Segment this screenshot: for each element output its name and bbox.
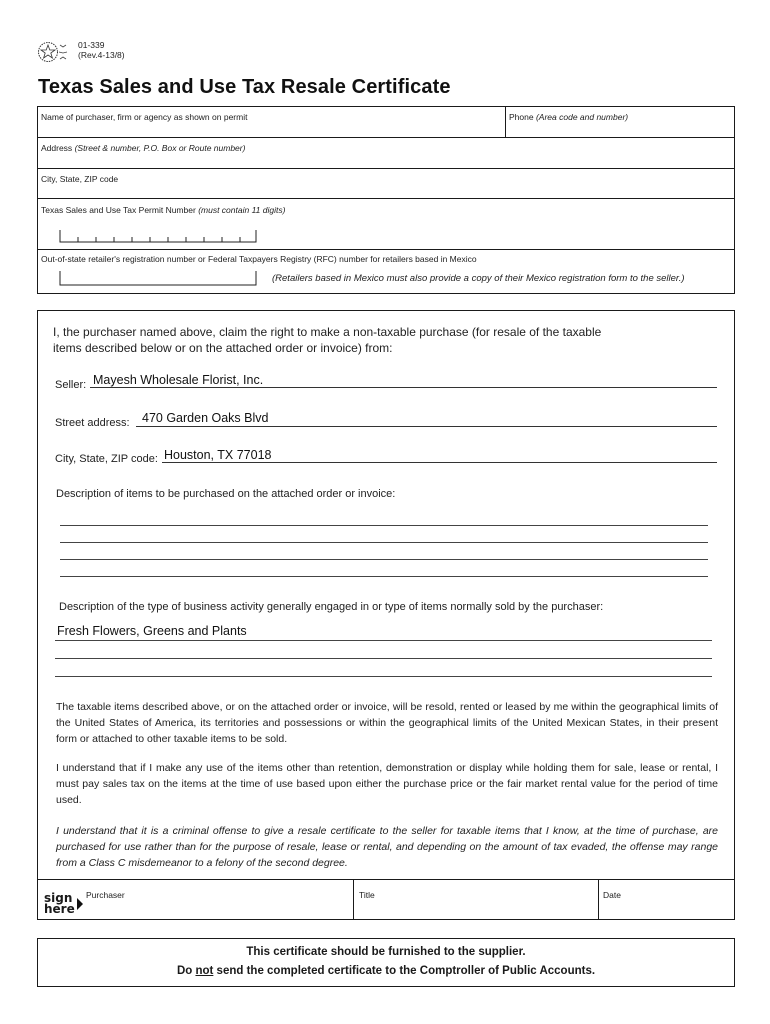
sign-here-icon: [44, 893, 84, 919]
purchaser-signature-label: Purchaser: [86, 890, 125, 900]
page-title: Texas Sales and Use Tax Resale Certificate: [38, 76, 451, 98]
mexico-registration-note: (Retailers based in Mexico must also provide a copy of their Mexico registration form to the seller.): [272, 273, 685, 284]
date-label: Date: [603, 890, 621, 900]
title-label: Title: [359, 890, 375, 900]
divider: [38, 137, 734, 138]
form-revision: (Rev.4-13/8): [78, 50, 125, 60]
permit-number-hint: (must contain 11 digits): [198, 205, 286, 215]
permit-number-label-row: [41, 205, 285, 215]
divider: [505, 107, 506, 137]
outofstate-registration-field[interactable]: [58, 270, 258, 286]
address-field[interactable]: [41, 143, 245, 153]
sign-word: sign: [44, 891, 73, 905]
divider: [38, 249, 734, 250]
permit-number-digit-boxes[interactable]: [58, 228, 258, 244]
title-field[interactable]: [359, 890, 375, 900]
seller-city-state-zip-value[interactable]: Houston, TX 77018: [164, 448, 272, 462]
phone-hint: (Area code and number): [535, 112, 629, 122]
divider: [598, 880, 599, 919]
items-description-label: Description of items to be purchased on the attached order or invoice:: [56, 488, 396, 500]
seller-label: Seller:: [55, 379, 87, 391]
seller-underline: [90, 387, 717, 388]
permit-number-label: Texas Sales and Use Tax Permit Number: [41, 205, 196, 215]
seller-city-underline: [162, 462, 717, 463]
claim-statement-line1: I, the purchaser named above, claim the right to make a non-taxable purchase (for resale of the taxable: [53, 325, 602, 339]
claim-statement-line2: items described below or on the attached order or invoice) from:: [53, 341, 393, 355]
footer-line2-end: send the completed certificate to the Comptroller of Public Accounts.: [213, 965, 596, 977]
city-state-zip-field[interactable]: [41, 174, 118, 184]
business-activity-line[interactable]: [55, 676, 712, 677]
city-state-zip-label: City, State, ZIP code: [41, 174, 119, 184]
form-number: 01-339: [78, 40, 105, 50]
footer-line1: This certificate should be furnished to the supplier.: [246, 946, 526, 958]
purchaser-signature-field[interactable]: [86, 890, 125, 900]
here-word: here: [44, 902, 75, 916]
business-activity-line[interactable]: [55, 640, 712, 641]
purchaser-name-label: Name of purchaser, firm or agency as shown on permit: [41, 112, 248, 122]
address-label: Address: [41, 143, 73, 153]
items-description-line[interactable]: [60, 559, 708, 560]
resale-statement-paragraph: The taxable items described above, or on the attached order or invoice, will be resold, rented or leased by me within the geographical limits of the United States of America, its territories and possessions or within the geographical limits of the United Mexican States, in their present form or attached to other taxable items to be sold.: [56, 701, 718, 745]
footer-not-emphasis: not: [195, 965, 214, 977]
resale-claim-box: [37, 310, 735, 880]
items-description-line[interactable]: [60, 542, 708, 543]
use-tax-statement-paragraph: I understand that if I make any use of the items other than retention, demonstration or display while holding them for sale, lease or rental, I must pay sales tax on the items at the time of use based upon either the purchase price or the fair market rental value for the period of time used.: [56, 762, 718, 806]
footer-line2-start: Do: [176, 965, 196, 977]
arrow-right-icon: [76, 897, 84, 911]
divider: [38, 198, 734, 199]
form-id-block: [78, 40, 125, 60]
business-activity-line[interactable]: [55, 658, 712, 659]
street-address-value[interactable]: 470 Garden Oaks Blvd: [142, 411, 269, 425]
outofstate-registration-label: Out-of-state retailer's registration number or Federal Taxpayers Registry (RFC) number for retailers based in Mexico: [41, 254, 477, 264]
street-address-underline: [136, 426, 717, 427]
footer-line2: [38, 965, 734, 977]
phone-field[interactable]: [509, 112, 628, 122]
sign-here-text: [44, 893, 75, 915]
seller-city-state-zip-label: City, State, ZIP code:: [55, 453, 158, 465]
signature-row: [37, 879, 735, 920]
divider: [38, 168, 734, 169]
criminal-offense-statement-paragraph: I understand that it is a criminal offense to give a resale certificate to the seller for taxable items that I know, at the time of purchase, are purchased for use rather than for the purpose of resale, lease or rental, and depending on the amount of tax evaded, the offense may range from a Class C misdemeanor to a felony of the second degree.: [56, 825, 718, 869]
items-description-line[interactable]: [60, 525, 708, 526]
business-activity-label: Description of the type of business activity generally engaged in or type of items normally sold by the purchaser:: [59, 601, 604, 613]
purchaser-name-field[interactable]: [41, 112, 247, 122]
divider: [353, 880, 354, 919]
phone-label: Phone: [509, 112, 534, 122]
business-activity-value[interactable]: Fresh Flowers, Greens and Plants: [57, 624, 247, 638]
purchaser-info-box: [37, 106, 735, 294]
address-hint: (Street & number, P.O. Box or Route number): [74, 143, 246, 153]
seller-value[interactable]: Mayesh Wholesale Florist, Inc.: [93, 373, 264, 387]
items-description-line[interactable]: [60, 576, 708, 577]
texas-comptroller-seal-icon: [37, 41, 73, 63]
instructions-footer-box: [37, 938, 735, 987]
date-field[interactable]: [603, 890, 621, 900]
street-address-label: Street address:: [55, 417, 130, 429]
